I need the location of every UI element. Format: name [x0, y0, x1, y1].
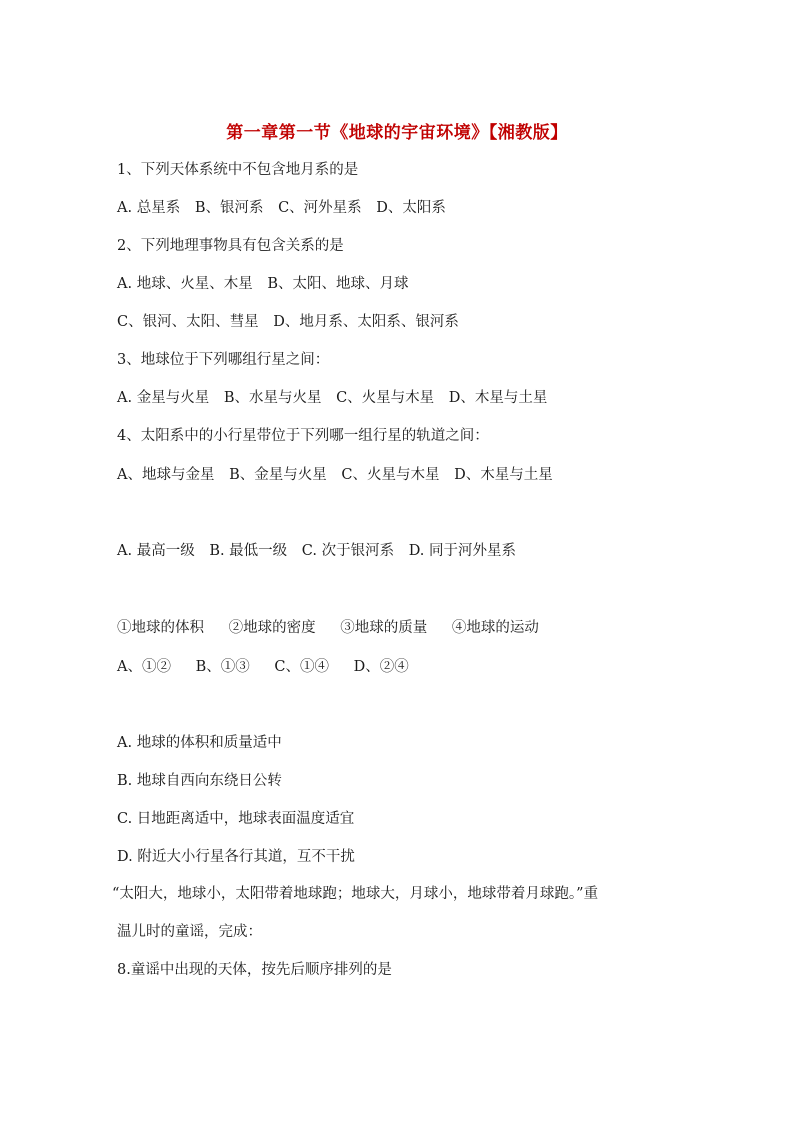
question-3-stem: 3、地球位于下列哪组行星之间： [117, 352, 330, 368]
option-c: C、火星与木星 [341, 467, 440, 483]
item-4: ④地球的运动 [451, 620, 539, 636]
question-2-options-row2 [117, 312, 459, 332]
question-7-option-d: D. 附近大小行星各行其道，互不干扰 [117, 849, 355, 865]
question-2-stem: 2、下列地理事物具有包含关系的是 [117, 238, 344, 254]
option-d: D. 同于河外星系 [408, 543, 517, 559]
option-a: A. 总星系 [117, 200, 181, 216]
option-c: C、河外星系 [278, 200, 362, 216]
question-7-option-b: B. 地球自西向东绕日公转 [117, 773, 282, 789]
question-7-option-c: C. 日地距离适中，地球表面温度适宜 [117, 811, 355, 827]
question-3-options [117, 388, 547, 408]
option-c: C、火星与木星 [336, 390, 435, 406]
page-title: 第一章第一节《地球的宇宙环境》【湘教版】 [226, 123, 568, 143]
option-d: D、②④ [353, 659, 409, 675]
item-2: ②地球的密度 [228, 620, 316, 636]
item-1: ①地球的体积 [117, 620, 204, 636]
passage-line-2: 温儿时的童谣，完成： [117, 924, 262, 940]
question-8-stem: 8.童谣中出现的天体，按先后顺序排列的是 [117, 962, 392, 978]
option-c: C. 次于银河系 [301, 543, 395, 559]
option-b: B、金星与火星 [229, 467, 327, 483]
question-4-options [117, 465, 553, 485]
question-6-items [117, 618, 539, 638]
option-a: A. 地球、火星、木星 [117, 276, 253, 292]
question-5-options [117, 541, 516, 561]
option-a: A、地球与金星 [117, 467, 215, 483]
option-b: B. 最低一级 [209, 543, 288, 559]
option-b: B、银河系 [194, 200, 264, 216]
question-1-options [117, 198, 446, 218]
option-a: A、①② [117, 659, 171, 675]
question-1-stem: 1、下列天体系统中不包含地月系的是 [117, 162, 359, 178]
option-d: D、木星与土星 [454, 467, 553, 483]
question-6-options [117, 657, 409, 677]
option-d: D、木星与土星 [448, 390, 548, 406]
option-c: C、银河、太阳、彗星 [117, 314, 259, 330]
passage-line-1: “太阳大，地球小，太阳带着地球跑；地球大，月球小，地球带着月球跑。”重 [112, 886, 599, 902]
option-d: D、太阳系 [376, 200, 446, 216]
item-3: ③地球的质量 [340, 620, 428, 636]
option-a: A. 金星与火星 [117, 390, 210, 406]
question-7-option-a: A. 地球的体积和质量适中 [117, 735, 282, 751]
option-c: C、①④ [274, 659, 329, 675]
option-b: B、水星与火星 [223, 390, 322, 406]
option-b: B、太阳、地球、月球 [267, 276, 409, 292]
option-a: A. 最高一级 [117, 543, 195, 559]
option-d: D、地月系、太阳系、银河系 [273, 314, 459, 330]
question-2-options-row1 [117, 274, 408, 294]
question-4-stem: 4、太阳系中的小行星带位于下列哪一组行星的轨道之间： [117, 428, 489, 444]
option-b: B、①③ [195, 659, 250, 675]
